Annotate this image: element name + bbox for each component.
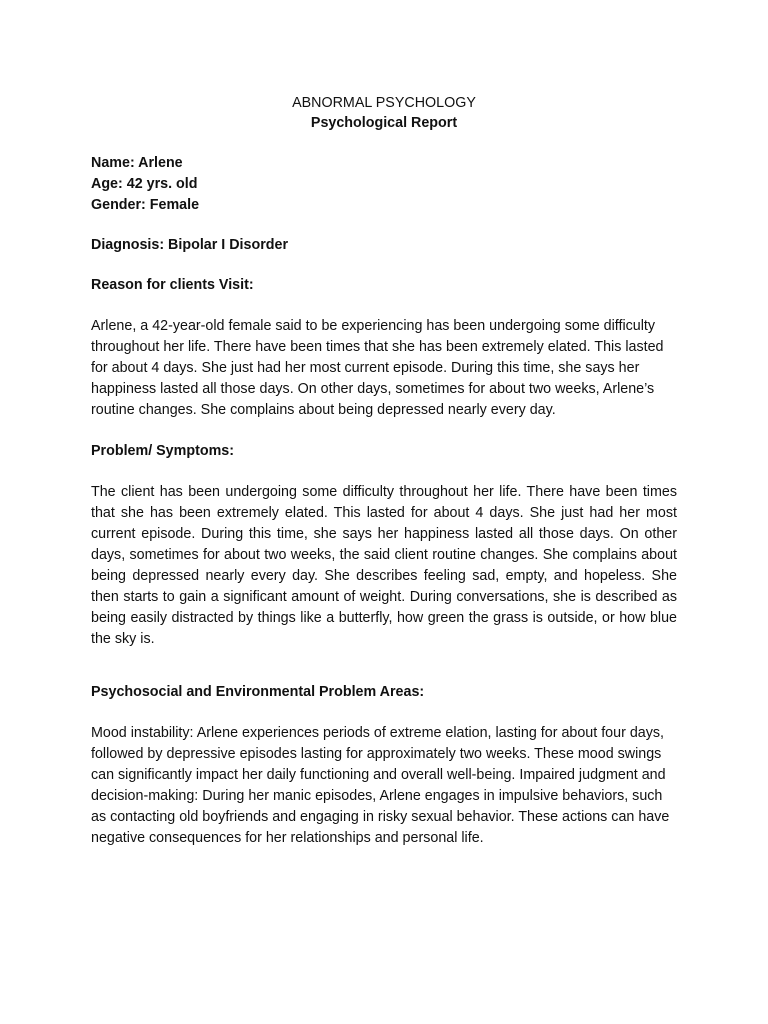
section-heading: Reason for clients Visit: — [91, 277, 254, 293]
section-body: Arlene, a 42-year-old female said to be experiencing has been undergoing some difficulty throughout her life. There have been times that she has been extremely elated. This lasted for about 4 days. She just had her most current episode. During this time, she says her happiness lasted all those days. On other days, sometimes for about two weeks, Arlene’s routine changes. She complains about being depressed nearly every day. — [91, 318, 664, 418]
section-reason-for-visit — [91, 275, 677, 421]
section-body: The client has been undergoing some difficulty throughout her life. There have been times that she has been extremely elated. This lasted for about 4 days. She just had her most current episode. During this time, she says her happiness lasted all those days. On other days, sometimes for about two weeks, the said client routine changes. She complains about being depressed nearly every day. She describes feeling sad, empty, and hopeless. She then starts to gain a significant amount of weight. During conversations, she is described as being easily distracted by things like a butterfly, how green the grass is outside, or how blue the sky is. — [91, 484, 677, 647]
section-problem-symptoms — [91, 441, 677, 650]
diagnosis: Diagnosis: Bipolar I Disorder — [91, 237, 289, 253]
section-heading: Psychosocial and Environmental Problem Areas: — [91, 684, 425, 700]
document-content — [91, 93, 677, 869]
section-psychosocial-problem-areas — [91, 682, 677, 849]
section-body: Mood instability: Arlene experiences periods of extreme elation, lasting for about four days, followed by depressive episodes lasting for approximately two weeks. These mood swings can significantly impact her daily functioning and overall well-being. Impaired judgment and decision-making: During her manic episodes, Arlene engages in impulsive behaviors, such as contacting old boyfriends and engaging in risky sexual behavior. These actions can have negative consequences for her relationships and personal life. — [91, 725, 670, 846]
document-subtitle: Psychological Report — [310, 115, 458, 131]
client-info — [91, 153, 677, 216]
document-title: ABNORMAL PSYCHOLOGY — [292, 95, 476, 111]
client-age: Age: 42 yrs. old — [91, 176, 198, 192]
client-name: Name: Arlene — [91, 155, 183, 171]
section-spacer — [91, 670, 677, 682]
section-heading: Problem/ Symptoms: — [91, 443, 234, 459]
client-gender: Gender: Female — [91, 197, 200, 213]
